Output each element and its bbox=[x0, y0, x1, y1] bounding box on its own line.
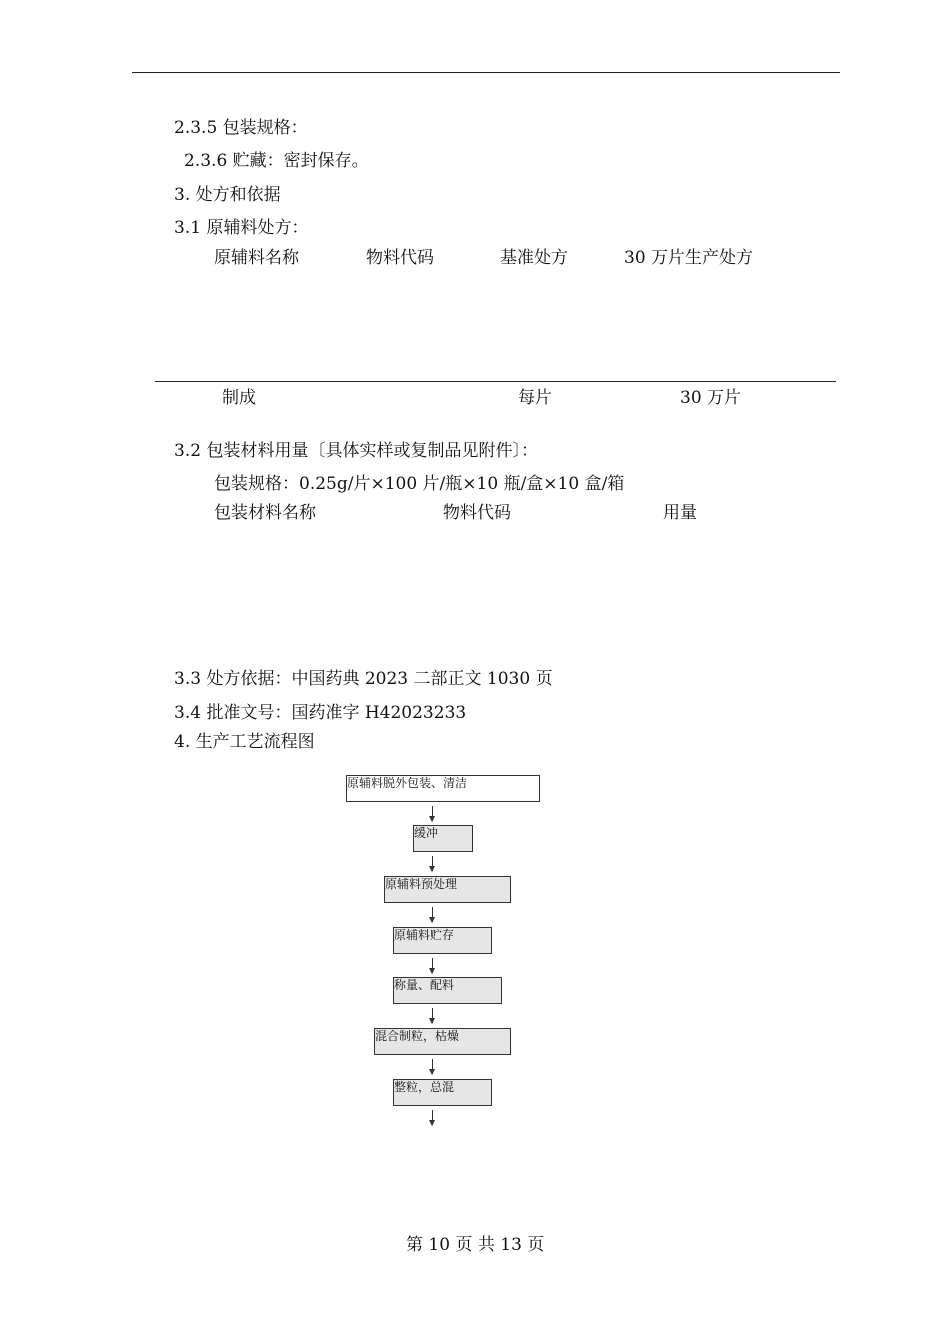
flow-arrow-3 bbox=[432, 907, 433, 922]
flow-step-granulation: 混合制粒，枯燥 bbox=[374, 1028, 511, 1055]
flow-step-unpack-clean: 原辅料脱外包装、清洁 bbox=[346, 775, 540, 802]
flow-arrow-4 bbox=[432, 958, 433, 973]
section-3-3-basis: 3.3 处方依据：中国药典 2023 二部正文 1030 页 bbox=[174, 669, 553, 689]
flow-arrow-6 bbox=[432, 1059, 433, 1074]
section-4-heading: 4. 生产工艺流程图 bbox=[174, 732, 315, 752]
section-2-3-6: 2.3.6 贮藏：密封保存。 bbox=[184, 151, 369, 171]
flow-step-sizing-mixing: 整粒，总混 bbox=[393, 1079, 492, 1106]
packing-spec: 包装规格：0.25g/片×100 片/瓶×10 瓶/盒×10 盒/箱 bbox=[214, 474, 625, 494]
packing-header-quantity: 用量 bbox=[663, 503, 697, 523]
section-3-heading: 3. 处方和依据 bbox=[174, 185, 281, 205]
formula-table-rule bbox=[155, 381, 836, 382]
flow-step-weighing: 称量、配料 bbox=[393, 977, 502, 1004]
flow-step-buffer: 缓冲 bbox=[413, 825, 473, 852]
formula-footer-total: 30 万片 bbox=[680, 388, 742, 408]
header-rule bbox=[132, 72, 840, 73]
flow-step-storage: 原辅料贮存 bbox=[393, 927, 492, 954]
formula-footer-per-tablet: 每片 bbox=[518, 388, 552, 408]
formula-header-material-code: 物料代码 bbox=[366, 248, 434, 268]
formula-header-material-name: 原辅料名称 bbox=[214, 248, 299, 268]
formula-header-production-formula: 30 万片生产处方 bbox=[624, 248, 754, 268]
section-2-3-5: 2.3.5 包装规格： bbox=[174, 118, 308, 138]
packing-header-material-code: 物料代码 bbox=[443, 503, 511, 523]
flow-arrow-5 bbox=[432, 1008, 433, 1023]
packing-header-material-name: 包装材料名称 bbox=[214, 503, 316, 523]
section-3-4-approval: 3.4 批准文号：国药准字 H42023233 bbox=[174, 703, 467, 723]
section-3-1-heading: 3.1 原辅料处方： bbox=[174, 218, 309, 238]
section-3-2-heading: 3.2 包装材料用量〔具体实样或复制品见附件〕： bbox=[174, 441, 538, 461]
flow-arrow-7 bbox=[432, 1110, 433, 1125]
flow-step-pretreatment: 原辅料预处理 bbox=[384, 876, 511, 903]
flow-arrow-2 bbox=[432, 856, 433, 871]
flow-arrow-1 bbox=[432, 806, 433, 821]
page-footer: 第 10 页 共 13 页 bbox=[406, 1235, 545, 1255]
formula-header-base-formula: 基准处方 bbox=[500, 248, 568, 268]
formula-footer-made-into: 制成 bbox=[222, 388, 256, 408]
